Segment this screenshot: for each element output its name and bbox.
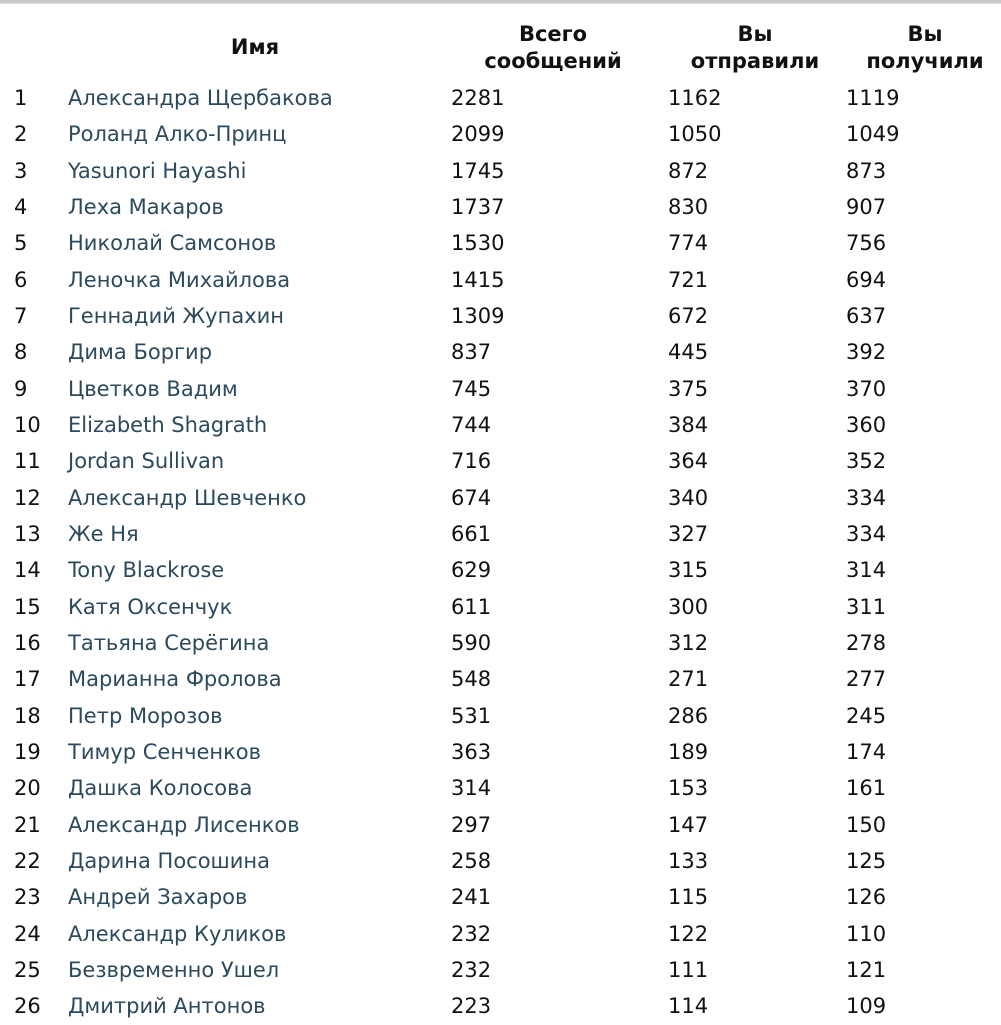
row-rank: 16 [14, 630, 41, 655]
table-row [0, 334, 1001, 370]
row-received-count: 334 [846, 485, 887, 510]
row-received-count: 110 [846, 921, 887, 946]
row-rank: 21 [14, 812, 41, 837]
column-header-sent[interactable] [680, 21, 830, 75]
row-rank: 3 [14, 158, 28, 183]
row-received-count: 150 [846, 812, 887, 837]
row-total-messages: 531 [451, 703, 492, 728]
row-contact-name-link[interactable]: Дмитрий Антонов [68, 994, 266, 1019]
row-received-count: 314 [846, 558, 887, 583]
row-received-count: 278 [846, 630, 887, 655]
row-rank: 14 [14, 558, 41, 583]
row-sent-count: 384 [668, 412, 709, 437]
row-sent-count: 133 [668, 848, 709, 873]
row-rank: 7 [14, 303, 28, 328]
row-received-count: 126 [846, 885, 887, 910]
column-header-total-line1: Всего [518, 22, 588, 46]
row-received-count: 174 [846, 739, 887, 764]
row-received-count: 637 [846, 303, 887, 328]
row-sent-count: 114 [668, 994, 709, 1019]
row-total-messages: 837 [451, 340, 492, 365]
row-sent-count: 364 [668, 449, 709, 474]
row-contact-name-link[interactable]: Тимур Сенченков [68, 739, 262, 764]
column-header-total-messages[interactable] [468, 21, 638, 75]
table-row [0, 153, 1001, 189]
row-sent-count: 445 [668, 340, 709, 365]
row-sent-count: 153 [668, 776, 709, 801]
row-contact-name-link[interactable]: Александр Шевченко [68, 485, 307, 510]
row-sent-count: 286 [668, 703, 709, 728]
row-rank: 24 [14, 921, 41, 946]
row-sent-count: 122 [668, 921, 709, 946]
row-sent-count: 147 [668, 812, 709, 837]
row-total-messages: 297 [451, 812, 492, 837]
row-total-messages: 223 [451, 994, 492, 1019]
row-contact-name-link[interactable]: Цветков Вадим [68, 376, 238, 401]
row-contact-name-link[interactable]: Роланд Алко-Принц [68, 122, 287, 147]
row-received-count: 392 [846, 340, 887, 365]
row-contact-name-link[interactable]: Александра Щербакова [68, 86, 333, 110]
row-total-messages: 745 [451, 376, 492, 401]
table-row [0, 116, 1001, 152]
table-row [0, 480, 1001, 516]
table-row [0, 952, 1001, 988]
row-received-count: 907 [846, 194, 887, 219]
table-row [0, 698, 1001, 734]
row-contact-name-link[interactable]: Леночка Михайлова [68, 267, 291, 292]
row-received-count: 1049 [846, 122, 900, 147]
row-received-count: 694 [846, 267, 887, 292]
row-contact-name-link[interactable]: Дашка Колосова [68, 776, 253, 801]
row-rank: 25 [14, 957, 41, 982]
row-received-count: 121 [846, 957, 887, 982]
row-rank: 1 [14, 86, 28, 110]
row-contact-name-link[interactable]: Elizabeth Shagrath [68, 412, 268, 437]
row-rank: 9 [14, 376, 28, 401]
row-received-count: 161 [846, 776, 887, 801]
table-row [0, 988, 1001, 1024]
column-header-sent-line1: Вы [737, 22, 773, 46]
table-row [0, 879, 1001, 915]
row-sent-count: 1050 [668, 122, 722, 147]
row-total-messages: 674 [451, 485, 492, 510]
row-received-count: 370 [846, 376, 887, 401]
row-sent-count: 872 [668, 158, 709, 183]
row-contact-name-link[interactable]: Дарина Посошина [68, 848, 271, 873]
row-total-messages: 744 [451, 412, 492, 437]
row-rank: 12 [14, 485, 41, 510]
row-total-messages: 611 [451, 594, 492, 619]
table-row [0, 843, 1001, 879]
table-row [0, 589, 1001, 625]
row-received-count: 277 [846, 667, 887, 692]
row-received-count: 756 [846, 231, 887, 256]
table-row [0, 625, 1001, 661]
row-received-count: 109 [846, 994, 887, 1019]
row-total-messages: 2281 [451, 86, 505, 110]
table-row [0, 298, 1001, 334]
row-sent-count: 1162 [668, 86, 722, 110]
row-sent-count: 189 [668, 739, 709, 764]
row-contact-name-link[interactable]: Петр Морозов [68, 703, 223, 728]
table-row [0, 516, 1001, 552]
row-contact-name-link[interactable]: Александр Куликов [68, 921, 287, 946]
row-rank: 2 [14, 122, 28, 147]
table-row [0, 807, 1001, 843]
row-contact-name-link[interactable]: Александр Лисенков [68, 812, 300, 837]
row-rank: 11 [14, 449, 41, 474]
row-received-count: 873 [846, 158, 887, 183]
row-contact-name-link[interactable]: Катя Оксенчук [68, 594, 233, 619]
row-contact-name-link[interactable]: Же Ня [68, 521, 139, 546]
row-rank: 18 [14, 703, 41, 728]
row-sent-count: 271 [668, 667, 709, 692]
column-header-sent-line2: отправили [690, 49, 820, 73]
row-received-count: 125 [846, 848, 887, 873]
row-total-messages: 1530 [451, 231, 505, 256]
table-row [0, 770, 1001, 806]
table-row [0, 407, 1001, 443]
row-rank: 15 [14, 594, 41, 619]
row-rank: 19 [14, 739, 41, 764]
row-total-messages: 661 [451, 521, 492, 546]
row-total-messages: 232 [451, 957, 492, 982]
table-row [0, 734, 1001, 770]
row-received-count: 311 [846, 594, 887, 619]
row-received-count: 1119 [846, 86, 900, 110]
row-sent-count: 315 [668, 558, 709, 583]
row-rank: 10 [14, 412, 41, 437]
row-total-messages: 1737 [451, 194, 505, 219]
row-sent-count: 111 [668, 957, 709, 982]
row-contact-name-link[interactable]: Tony Blackrose [68, 558, 225, 583]
row-rank: 20 [14, 776, 41, 801]
column-header-received-line2: получили [866, 49, 984, 73]
row-rank: 5 [14, 231, 28, 256]
row-total-messages: 363 [451, 739, 492, 764]
row-sent-count: 312 [668, 630, 709, 655]
row-rank: 6 [14, 267, 28, 292]
column-header-name-label: Имя [230, 35, 280, 59]
row-total-messages: 590 [451, 630, 492, 655]
table-row [0, 80, 1001, 116]
row-received-count: 334 [846, 521, 887, 546]
row-total-messages: 548 [451, 667, 492, 692]
row-sent-count: 300 [668, 594, 709, 619]
row-total-messages: 1415 [451, 267, 505, 292]
row-sent-count: 327 [668, 521, 709, 546]
column-header-name[interactable] [180, 34, 330, 61]
row-rank: 26 [14, 994, 41, 1019]
table-row [0, 371, 1001, 407]
row-sent-count: 830 [668, 194, 709, 219]
row-total-messages: 1309 [451, 303, 505, 328]
row-contact-name-link[interactable]: Jordan Sullivan [68, 449, 225, 474]
table-body [0, 80, 1001, 1025]
row-total-messages: 1745 [451, 158, 505, 183]
row-rank: 22 [14, 848, 41, 873]
row-rank: 4 [14, 194, 28, 219]
row-contact-name-link[interactable]: Безвременно Ушел [68, 957, 280, 982]
row-contact-name-link[interactable]: Марианна Фролова [68, 667, 282, 692]
table-row [0, 225, 1001, 261]
row-contact-name-link[interactable]: Николай Самсонов [68, 231, 277, 256]
row-total-messages: 629 [451, 558, 492, 583]
row-total-messages: 232 [451, 921, 492, 946]
row-total-messages: 314 [451, 776, 492, 801]
row-contact-name-link[interactable]: Геннадий Жупахин [68, 303, 284, 328]
row-sent-count: 115 [668, 885, 709, 910]
row-contact-name-link[interactable]: Yasunori Hayashi [68, 158, 247, 183]
row-contact-name-link[interactable]: Татьяна Серёгина [68, 630, 270, 655]
row-received-count: 245 [846, 703, 887, 728]
row-received-count: 360 [846, 412, 887, 437]
table-row [0, 916, 1001, 952]
table-row [0, 262, 1001, 298]
row-received-count: 352 [846, 449, 887, 474]
row-contact-name-link[interactable]: Дима Боргир [68, 340, 213, 365]
column-header-received-line1: Вы [907, 22, 943, 46]
row-rank: 8 [14, 340, 28, 365]
row-sent-count: 375 [668, 376, 709, 401]
row-sent-count: 721 [668, 267, 709, 292]
row-total-messages: 258 [451, 848, 492, 873]
row-sent-count: 340 [668, 485, 709, 510]
row-rank: 23 [14, 885, 41, 910]
table-row [0, 443, 1001, 479]
row-rank: 13 [14, 521, 41, 546]
table-row [0, 189, 1001, 225]
row-rank: 17 [14, 667, 41, 692]
table-row [0, 552, 1001, 588]
row-total-messages: 716 [451, 449, 492, 474]
table-row [0, 661, 1001, 697]
row-total-messages: 241 [451, 885, 492, 910]
row-sent-count: 672 [668, 303, 709, 328]
row-sent-count: 774 [668, 231, 709, 256]
row-contact-name-link[interactable]: Андрей Захаров [68, 885, 248, 910]
column-header-received[interactable] [850, 21, 1000, 75]
row-contact-name-link[interactable]: Леха Макаров [68, 194, 224, 219]
row-total-messages: 2099 [451, 122, 505, 147]
column-header-total-line2: сообщений [484, 49, 622, 73]
